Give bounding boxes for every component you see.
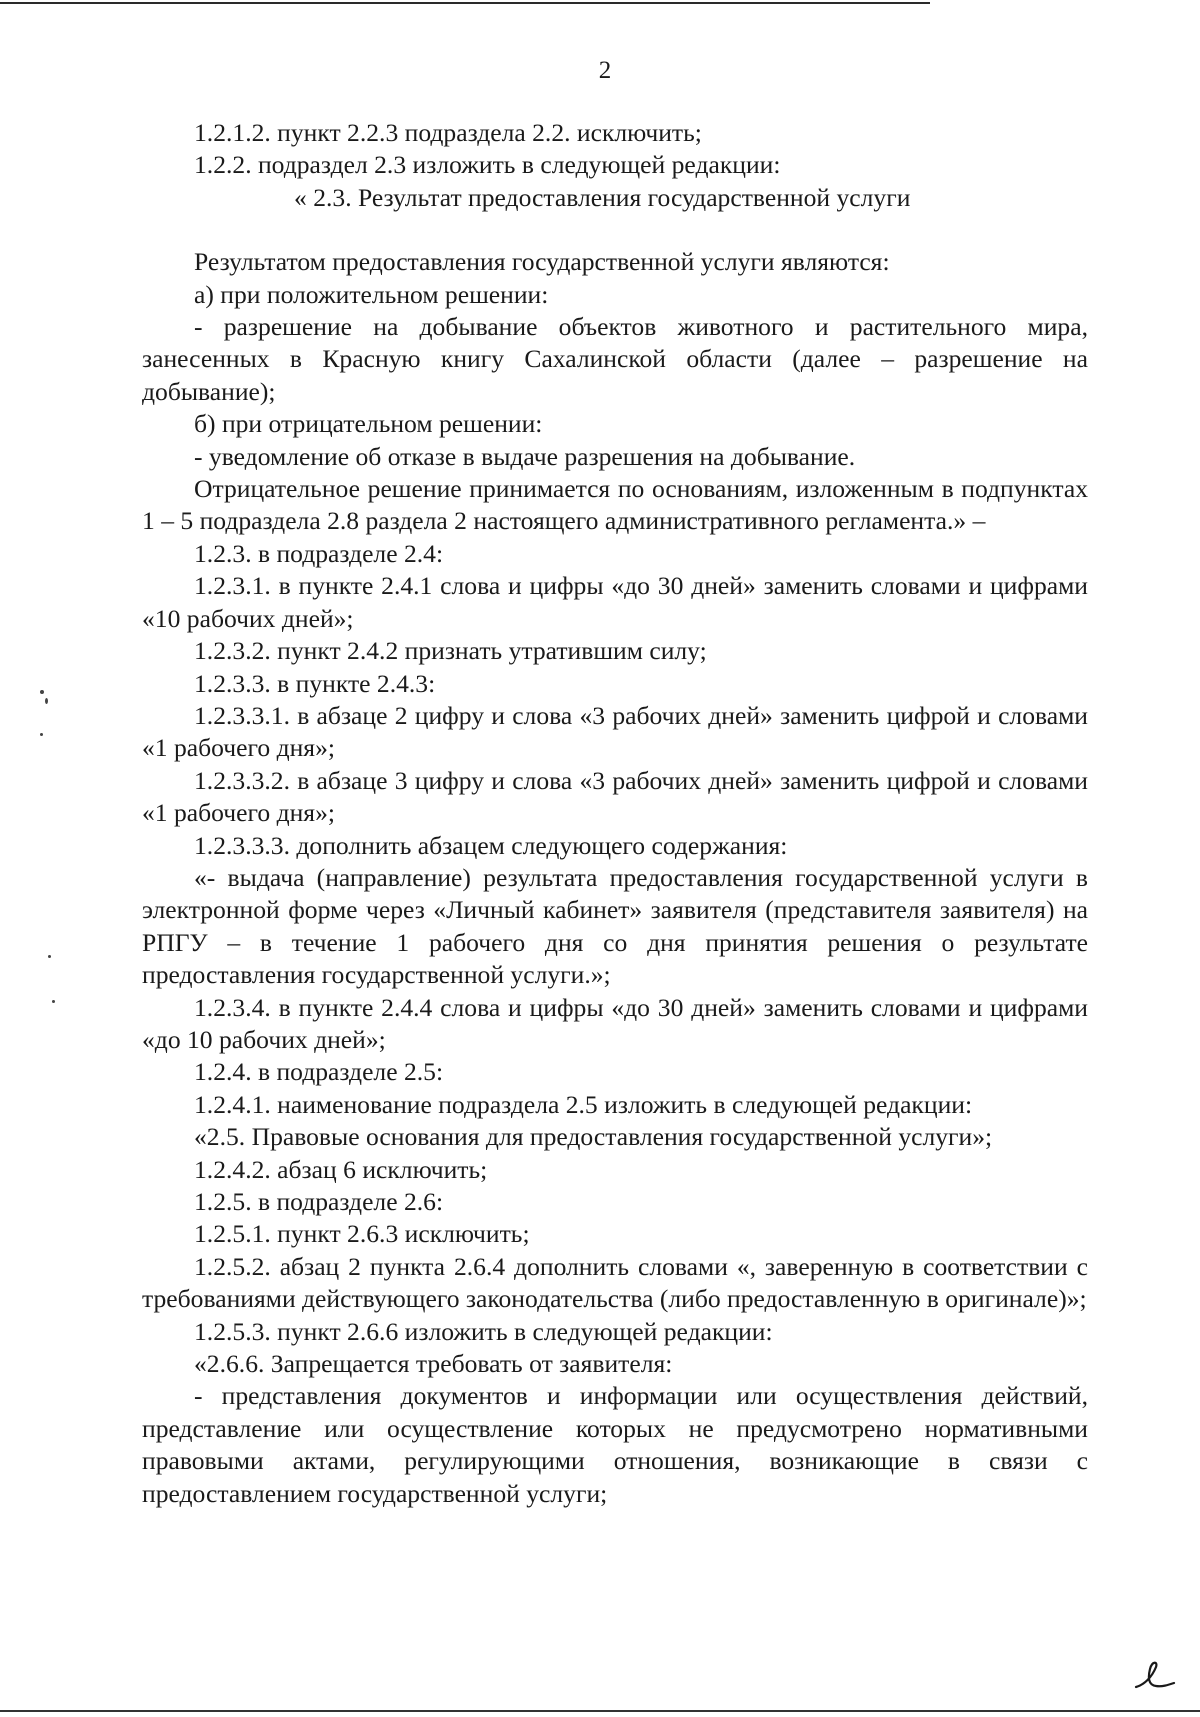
paragraph: «- выдача (направление) результата предоставления государственной услуги в электронной форме через «Личный кабинет» заявителя (представителя заявителя) на РПГУ – в течение 1 рабочего дня со дня принятия решения о результате предоставления государственной услуги.»; — [142, 862, 1088, 990]
paragraph: 1.2.3.3. в пункте 2.4.3: — [194, 668, 436, 698]
paragraph: 1.2.5. в подразделе 2.6: — [194, 1187, 444, 1216]
scan-speck — [40, 733, 43, 736]
paragraph: 1.2.5.3. пункт 2.6.6 изложить в следующей редакции: — [194, 1316, 773, 1346]
paragraph: - уведомление об отказе в выдаче разрешения на добывание. — [194, 441, 856, 471]
paragraph: 1.2.2. подраздел 2.3 изложить в следующей редакции: — [194, 150, 781, 180]
paragraph: Результатом предоставления государственной услуги являются: — [194, 247, 890, 277]
paragraph: «2.5. Правовые основания для предоставления государственной услуги»; — [194, 1122, 993, 1152]
paragraph: 1.2.3.3.2. в абзаце 3 цифру и слова «3 рабочих дней» заменить цифрой и словами «1 рабочего дня»; — [142, 765, 1088, 828]
paragraph: 1.2.3.3.1. в абзаце 2 цифру и слова «3 рабочих дней» заменить цифрой и словами «1 рабочего дня»; — [142, 700, 1088, 763]
paragraph: 1.2.3. в подразделе 2.4: — [194, 538, 444, 568]
paragraph: 1.2.4.1. наименование подраздела 2.5 изложить в следующей редакции: — [194, 1089, 973, 1119]
scan-speck — [45, 698, 48, 704]
scan-speck — [52, 1000, 55, 1003]
paragraph: - разрешение на добывание объектов животного и растительного мира, занесенных в Красную книгу Сахалинской области (далее – разрешение на добывание); — [142, 312, 1088, 406]
paragraph: 1.2.3.2. пункт 2.4.2 признать утратившим силу; — [194, 636, 707, 666]
paragraph: а) при положительном решении: — [194, 279, 549, 309]
paragraph: Отрицательное решение принимается по основаниям, изложенным в подпунктах 1 – 5 подраздела 2.8 раздела 2 настоящего административного регламента.» – — [142, 474, 1088, 536]
paragraph: 1.2.5.1. пункт 2.6.3 исключить; — [194, 1219, 530, 1249]
document-body — [142, 117, 1088, 1510]
paragraph: б) при отрицательном решении: — [194, 409, 543, 439]
bottom-border-line — [0, 1710, 1200, 1712]
paragraph: 1.2.3.4. в пункте 2.4.4 слова и цифры «до 30 дней» заменить словами и цифрами «до 10 рабочих дней»; — [142, 992, 1088, 1054]
scan-speck — [40, 690, 44, 694]
paragraph: 1.2.5.2. абзац 2 пункта 2.6.4 дополнить словами «, заверенную в соответствии с требованиями действующего законодательства (либо предоставленную в оригинале)»; — [142, 1251, 1088, 1314]
page-number: 2 — [598, 57, 612, 84]
paragraph: - представления документов и информации или осуществления действий, представление или осуществление которых не предусмотрено нормативными правовыми актами, регулирующими отношения, возникающие в связи с предоставлением государственной услуги; — [142, 1381, 1088, 1508]
initials-signature — [1130, 1655, 1178, 1695]
paragraph: 1.2.1.2. пункт 2.2.3 подраздела 2.2. исключить; — [194, 118, 702, 147]
paragraph: 1.2.4.2. абзац 6 исключить; — [194, 1154, 488, 1184]
section-heading: « 2.3. Результат предоставления государственной услуги — [294, 182, 911, 212]
paragraph: 1.2.3.3.3. дополнить абзацем следующего содержания: — [194, 830, 788, 860]
paragraph: 1.2.3.1. в пункте 2.4.1 слова и цифры «до 30 дней» заменить словами и цифрами «10 рабочих дней»; — [142, 571, 1088, 633]
paragraph: «2.6.6. Запрещается требовать от заявителя: — [194, 1349, 673, 1379]
paragraph: 1.2.4. в подразделе 2.5: — [194, 1057, 444, 1087]
scan-speck — [48, 955, 51, 958]
top-border-line — [0, 2, 930, 4]
